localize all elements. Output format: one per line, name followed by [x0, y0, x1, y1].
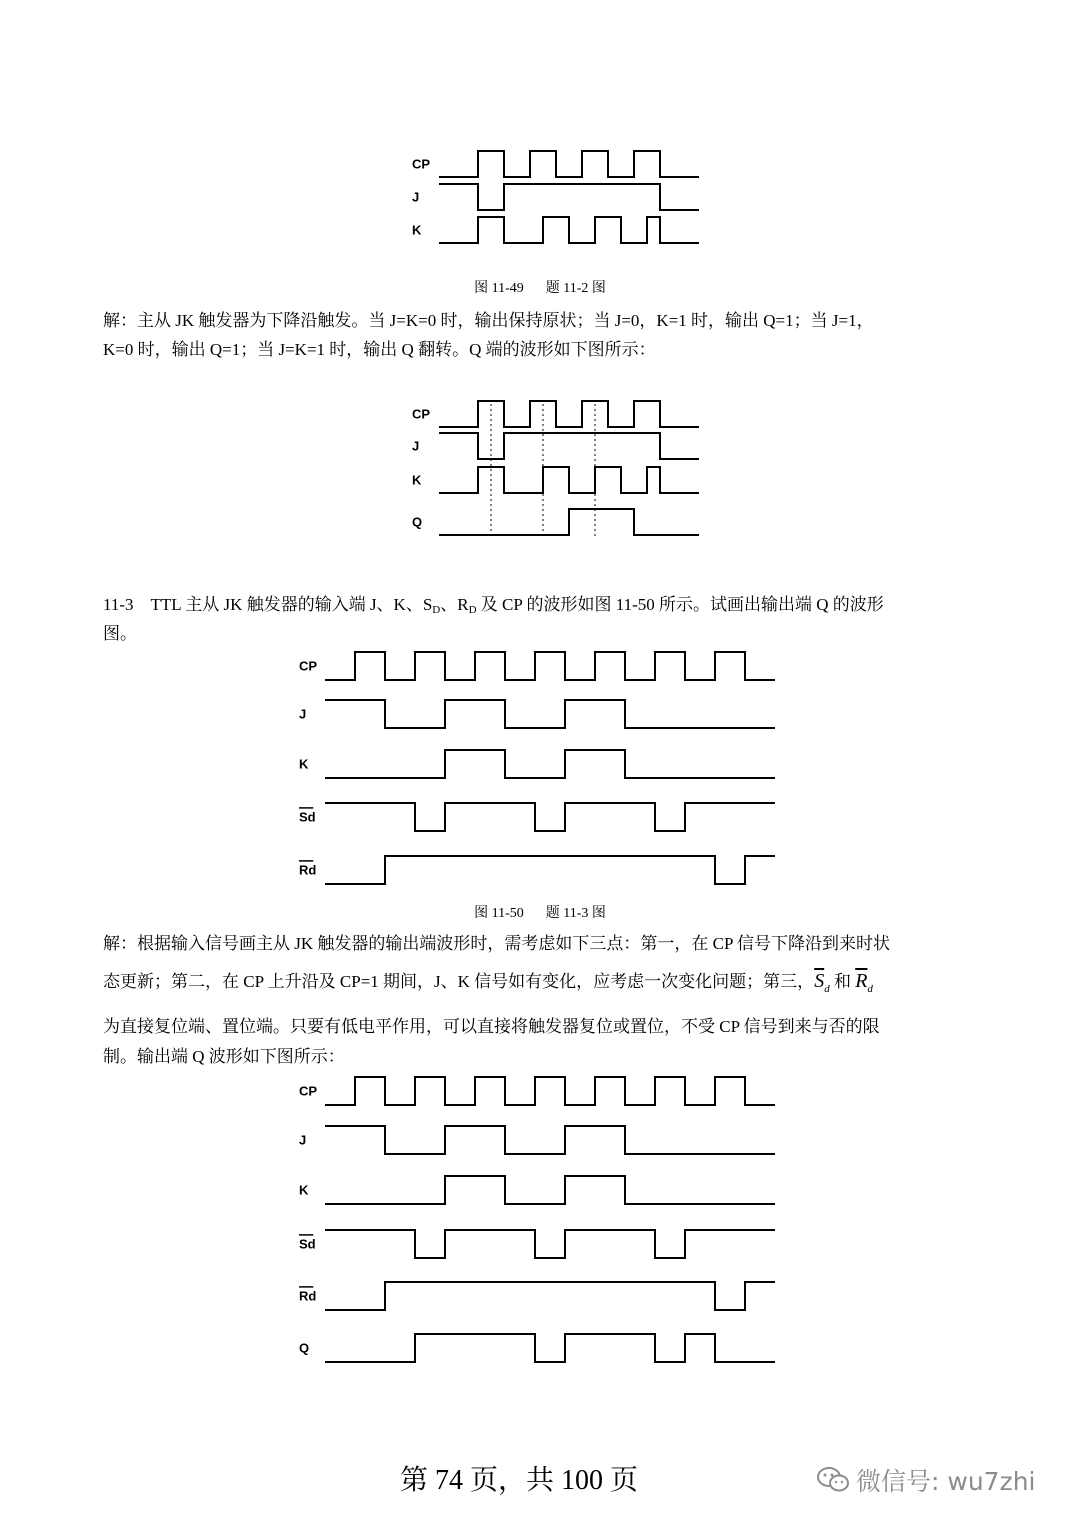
- signal-label-j: J: [299, 706, 307, 722]
- waveform-cp: [325, 652, 775, 680]
- problem-11-3-line-2: 图。: [103, 624, 137, 643]
- sd-symbol-subscript: d: [824, 983, 830, 995]
- sd-overline-symbol: $\overline{S}$: [814, 970, 825, 992]
- solution-11-3-waveform: [295, 1065, 795, 1375]
- caption-title: 题 11-3 图: [545, 906, 606, 921]
- signal-label-q: Q: [299, 1340, 310, 1356]
- waveform-rd: [325, 856, 775, 884]
- figure-11-50-caption: [0, 902, 1080, 922]
- sd-subscript: D: [432, 604, 441, 616]
- solution-11-3-line-1: 解：根据输入信号画主从 JK 触发器的输出端波形时，需考虑如下三点：第一，在 CP 信号下降沿到来时状: [103, 934, 891, 953]
- problem-mid: 、R: [440, 595, 469, 614]
- waveform-k: [439, 217, 699, 243]
- signal-label-sd: Sd: [299, 1236, 316, 1252]
- signal-label-rd: Rd: [299, 862, 317, 878]
- waveform-sd: [325, 803, 775, 831]
- waveform-j: [325, 700, 775, 728]
- signal-label-cp: CP: [412, 406, 431, 422]
- solution-11-3-line-3: 为直接复位端、置位端。只要有低电平作用，可以直接将触发器复位或置位，不受 CP 信号到来与否的限: [103, 1017, 880, 1036]
- waveform-rd: [325, 1282, 775, 1310]
- line2-prefix: 态更新；第二，在 CP 上升沿及 CP=1 期间，J、K 信号如有变化，应考虑一次变化问题；第三，: [103, 972, 815, 991]
- solution-11-3-line-2: [103, 967, 983, 995]
- solution-11-2-line-2: K=0 时，输出 Q=1；当 J=K=1 时，输出 Q 翻转。Q 端的波形如下图所示：: [103, 340, 656, 359]
- figure-11-49-caption: [0, 277, 1080, 297]
- signal-label-j: J: [299, 1132, 307, 1148]
- waveform-cp: [439, 401, 699, 427]
- waveform-q: [325, 1334, 775, 1362]
- waveform-cp: [439, 151, 699, 177]
- rd-subscript: D: [468, 604, 477, 616]
- waveform-k: [439, 467, 699, 493]
- signal-label-k: K: [412, 222, 422, 238]
- signal-label-k: K: [299, 1182, 309, 1198]
- signal-label-k: K: [299, 756, 309, 772]
- caption-title: 题 11-2 图: [545, 281, 606, 296]
- solution-11-3-line-4: 制。输出端 Q 波形如下图所示：: [103, 1047, 345, 1066]
- waveform-j: [325, 1126, 775, 1154]
- signal-label-cp: CP: [412, 156, 431, 172]
- watermark-text: 微信号: wu7zhi: [856, 1467, 1036, 1496]
- signal-label-j: J: [412, 438, 420, 454]
- caption-number: 图 11-50: [474, 906, 524, 921]
- and-word: 和: [829, 972, 856, 991]
- caption-number: 图 11-49: [474, 281, 524, 296]
- signal-label-j: J: [412, 189, 420, 205]
- solution-11-2-line-1: 解：主从 JK 触发器为下降沿触发。当 J=K=0 时，输出保持原状；当 J=0，K=1 时，输出 Q=1；当 J=1，: [103, 311, 874, 330]
- figure-11-50: [295, 640, 795, 895]
- signal-label-k: K: [412, 472, 422, 488]
- rd-overline-symbol: $\overline{R}$: [855, 970, 868, 992]
- figure-11-49: [408, 140, 688, 255]
- problem-11-3-line-1: [103, 590, 983, 616]
- problem-suffix: 及 CP 的波形如图 11-50 所示。试画出输出端 Q 的波形: [476, 595, 884, 614]
- signal-label-cp: CP: [299, 1083, 318, 1099]
- waveform-k: [325, 750, 775, 778]
- solution-11-2-waveform: [408, 390, 688, 545]
- waveform-q: [439, 509, 699, 535]
- signal-label-cp: CP: [299, 658, 318, 674]
- waveform-cp: [325, 1077, 775, 1105]
- page-footer: 第 74 页，共 100 页: [400, 1465, 639, 1496]
- signal-label-sd: Sd: [299, 809, 316, 825]
- signal-label-rd: Rd: [299, 1288, 317, 1304]
- wechat-icon: [816, 1466, 850, 1494]
- waveform-sd: [325, 1230, 775, 1258]
- wechat-watermark: [816, 1462, 1035, 1498]
- waveform-j: [439, 184, 699, 210]
- waveform-j: [439, 433, 699, 459]
- problem-prefix: 11-3 TTL 主从 JK 触发器的输入端 J、K、S: [103, 595, 433, 614]
- rd-symbol-subscript: d: [867, 983, 873, 995]
- waveform-k: [325, 1176, 775, 1204]
- signal-label-q: Q: [412, 514, 423, 530]
